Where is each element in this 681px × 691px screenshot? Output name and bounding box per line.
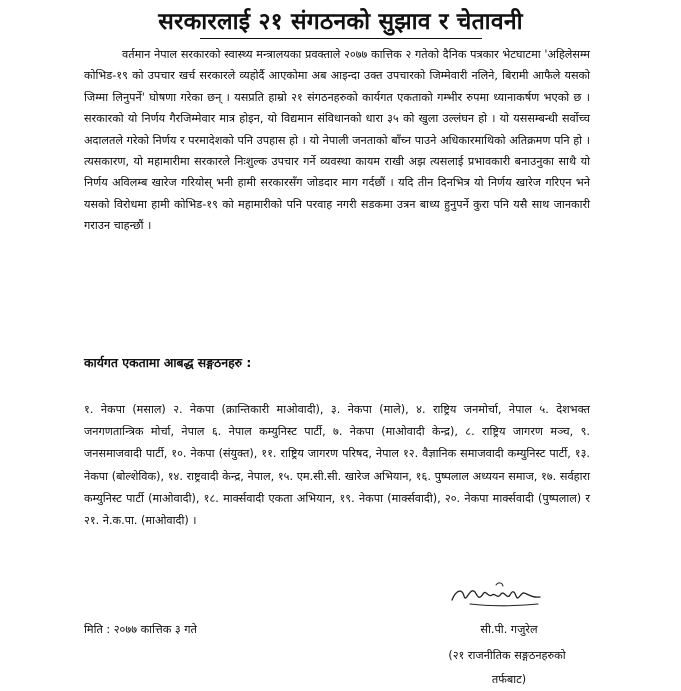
signer-organization-line-2: तर्फबाट) [491,673,527,686]
signer-organization-line-1: (२१ राजनीतिक सङ्गठनहरुको [448,649,566,662]
statement-body: वर्तमान नेपाल सरकारको स्वास्थ्य मन्त्रालयका प्रवक्ताले २०७७ कात्तिक २ गतेको दैनिक पत्रकार भेटघाटमा 'अहिलेसम्म कोभिड-१९ को उपचार खर्च सरकारले व्यहोर्दै आएकोमा अब आइन्दा उक्त उपचारको जिम्मेवारी नलिने, बिरामी आफैले यसको जिम्मा लिनुपर्ने' घोषणा गरेका छन् । यसप्रति हाम्रो २१ संगठनहरुको कार्यगत एकताको गम्भीर रुपमा ध्यानाकर्षण भएको छ । सरकारको यो निर्णय गैरजिम्मेवार मात्र होइन, यो विद्यमान संविधानको धारा ३५ को खुला उल्लंघन हो । यो यससम्बन्धी सर्वोच्च अदालतले गरेको निर्णय र परमादेशको पनि उपहास हो । यो नेपाली जनताको बाँच्न पाउने अधिकारमाथिको अतिक्रमण पनि हो । त्यसकारण, यो महामारीमा सरकारले निःशुल्क उपचार गर्ने व्यवस्था कायम राखी अझ त्यसलाई प्रभावकारी बनाउनुका साथै यो निर्णय अविलम्ब खारेज गरियोस् भनी हामी सरकारसँग जोडदार माग गर्दछौं । यदि तीन दिनभित्र यो निर्णय खारेज गरिएन भने यसको विरोधमा हामी कोभिड-१९ को महामारीको पनि परवाह नगरी सडकमा उत्रन बाध्य हुनुपर्ने कुरा पनि यसै साथ जानकारी गराउन चाहन्छौं । [84,48,590,233]
statement-date: मिति : २०७७ कात्तिक ३ गते [84,623,197,636]
document-title: सरकारलाई २१ संगठनको सुझाव र चेतावनी [158,9,523,35]
organizations-list: १. नेकपा (मसाल) २. नेकपा (क्रान्तिकारी माओवादी), ३. नेकपा (माले), ४. राष्ट्रिय जनमोर्चा, नेपाल ५. देशभक्त जनगणतान्त्रिक मोर्चा, नेपाल ६. नेपाल कम्युनिस्ट पार्टी, ७. नेकपा (माओवादी केन्द्र), ८. राष्ट्रिय जागरण मञ्च, ९. जनसमाजवादी पार्टी, १०. नेकपा (संयुक्त), ११. राष्ट्रिय जागरण परिषद, नेपाल १२. वैज्ञानिक समाजवादी कम्युनिस्ट पार्टी, १३. नेकपा (बोल्शेविक), १४. राष्ट्रवादी केन्द्र, नेपाल, १५. एम.सी.सी. खारेज अभियान, १६. पुष्पलाल अध्ययन समाज, १७. सर्वहारा कम्युनिस्ट पार्टी (माओवादी), १८. मार्क्सवादी एकता अभियान, १९. नेकपा (मार्क्सवादी), २०. नेकपा मार्क्सवादी (पुष्पलाल) र २१. ने.क.पा. (माओवादी) । [84,403,590,528]
organizations-heading: कार्यगत एकतामा आबद्ध सङ्गठनहरु : [84,355,252,370]
title-underline [200,38,482,39]
signer-name: सी.पी. गजुरेल [480,623,538,636]
handwritten-signature-icon [448,578,544,612]
